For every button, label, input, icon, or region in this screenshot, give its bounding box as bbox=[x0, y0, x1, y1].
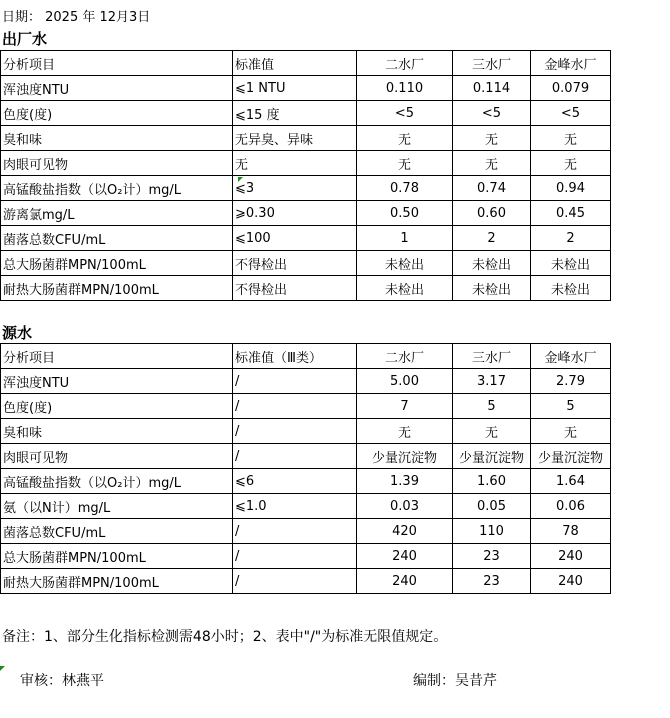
standard-value-cell[interactable]: ⩽100 bbox=[233, 226, 357, 251]
plant-value-cell[interactable]: 1 bbox=[357, 226, 453, 251]
standard-value-cell[interactable]: ⩽3 bbox=[233, 176, 357, 201]
item-name-cell[interactable]: 耐热大肠菌群MPN/100mL bbox=[1, 569, 233, 594]
column-header[interactable]: 金峰水厂 bbox=[531, 51, 611, 76]
plant-value-cell[interactable]: 2 bbox=[453, 226, 531, 251]
plant-value-cell[interactable]: 23 bbox=[453, 569, 531, 594]
plant-value-cell[interactable]: 2 bbox=[531, 226, 611, 251]
standard-value-cell[interactable]: ⩽15 度 bbox=[233, 101, 357, 126]
plant-value-cell[interactable]: <5 bbox=[453, 101, 531, 126]
plant-value-cell[interactable]: 无 bbox=[357, 151, 453, 176]
plant-value-cell[interactable]: 23 bbox=[453, 544, 531, 569]
plant-value-cell[interactable]: 未检出 bbox=[453, 276, 531, 301]
standard-value-cell[interactable]: / bbox=[233, 369, 357, 394]
table-row bbox=[1, 201, 611, 226]
table-header-row bbox=[1, 344, 611, 369]
outlet-water-table bbox=[0, 50, 611, 301]
standard-value-cell[interactable]: / bbox=[233, 519, 357, 544]
editor-signature: 编制：吴昔芹 bbox=[413, 673, 497, 689]
standard-value-cell[interactable]: ⩾0.30 bbox=[233, 201, 357, 226]
column-header[interactable]: 标准值（Ⅲ类） bbox=[233, 344, 357, 369]
plant-value-cell[interactable]: 0.78 bbox=[357, 176, 453, 201]
table-row bbox=[1, 226, 611, 251]
standard-value-cell[interactable]: / bbox=[233, 569, 357, 594]
plant-value-cell[interactable]: 1.39 bbox=[357, 469, 453, 494]
plant-value-cell[interactable]: 110 bbox=[453, 519, 531, 544]
item-name-cell[interactable]: 游离氯mg/L bbox=[1, 201, 233, 226]
cell-comment-marker bbox=[0, 666, 5, 671]
item-name-cell[interactable]: 肉眼可见物 bbox=[1, 151, 233, 176]
standard-value-cell[interactable]: / bbox=[233, 544, 357, 569]
report-date: 日期： 2025 年 12月3日 bbox=[2, 10, 151, 25]
plant-value-cell[interactable]: 0.60 bbox=[453, 201, 531, 226]
standard-value-cell[interactable]: / bbox=[233, 394, 357, 419]
item-name-cell[interactable]: 臭和味 bbox=[1, 126, 233, 151]
item-name-cell[interactable]: 高锰酸盐指数（以O₂计）mg/L bbox=[1, 176, 233, 201]
plant-value-cell[interactable]: 未检出 bbox=[357, 276, 453, 301]
table-row bbox=[1, 101, 611, 126]
item-name-cell[interactable]: 浑浊度NTU bbox=[1, 369, 233, 394]
plant-value-cell[interactable]: 无 bbox=[453, 126, 531, 151]
item-name-cell[interactable]: 色度(度) bbox=[1, 101, 233, 126]
plant-value-cell[interactable]: 无 bbox=[531, 126, 611, 151]
table-row bbox=[1, 126, 611, 151]
item-name-cell[interactable]: 高锰酸盐指数（以O₂计）mg/L bbox=[1, 469, 233, 494]
standard-value-cell[interactable]: ⩽1.0 bbox=[233, 494, 357, 519]
plant-value-cell[interactable]: 未检出 bbox=[453, 251, 531, 276]
plant-value-cell[interactable]: 无 bbox=[531, 419, 611, 444]
column-header[interactable]: 分析项目 bbox=[1, 344, 233, 369]
column-header[interactable]: 二水厂 bbox=[357, 51, 453, 76]
plant-value-cell[interactable]: 未检出 bbox=[531, 251, 611, 276]
table-row bbox=[1, 76, 611, 101]
item-name-cell[interactable]: 菌落总数CFU/mL bbox=[1, 519, 233, 544]
plant-value-cell[interactable]: 少量沉淀物 bbox=[357, 444, 453, 469]
item-name-cell[interactable]: 浑浊度NTU bbox=[1, 76, 233, 101]
plant-value-cell[interactable]: 240 bbox=[531, 569, 611, 594]
plant-value-cell[interactable]: 0.079 bbox=[531, 76, 611, 101]
item-name-cell[interactable]: 总大肠菌群MPN/100mL bbox=[1, 544, 233, 569]
table-row bbox=[1, 544, 611, 569]
plant-value-cell[interactable]: 无 bbox=[357, 419, 453, 444]
plant-value-cell[interactable]: 1.60 bbox=[453, 469, 531, 494]
table-row bbox=[1, 369, 611, 394]
standard-value-cell[interactable]: / bbox=[233, 419, 357, 444]
table-row bbox=[1, 419, 611, 444]
plant-value-cell[interactable]: 0.110 bbox=[357, 76, 453, 101]
standard-value-cell[interactable]: 不得检出 bbox=[233, 276, 357, 301]
standard-value-cell[interactable]: 无 bbox=[233, 151, 357, 176]
plant-value-cell[interactable]: 未检出 bbox=[531, 276, 611, 301]
table-row bbox=[1, 176, 611, 201]
plant-value-cell[interactable]: 无 bbox=[453, 419, 531, 444]
plant-value-cell[interactable]: 420 bbox=[357, 519, 453, 544]
section-title-outlet-water: 出厂水 bbox=[2, 30, 48, 48]
plant-value-cell[interactable]: 1.64 bbox=[531, 469, 611, 494]
plant-value-cell[interactable]: 240 bbox=[357, 544, 453, 569]
item-name-cell[interactable]: 肉眼可见物 bbox=[1, 444, 233, 469]
plant-value-cell[interactable]: 0.06 bbox=[531, 494, 611, 519]
column-header[interactable]: 二水厂 bbox=[357, 344, 453, 369]
item-name-cell[interactable]: 菌落总数CFU/mL bbox=[1, 226, 233, 251]
table-row bbox=[1, 494, 611, 519]
reviewer-signature: 审核：林燕平 bbox=[20, 673, 104, 689]
column-header[interactable]: 分析项目 bbox=[1, 51, 233, 76]
section-title-source-water: 源水 bbox=[2, 324, 33, 342]
table-row bbox=[1, 151, 611, 176]
plant-value-cell[interactable]: 78 bbox=[531, 519, 611, 544]
plant-value-cell[interactable]: 无 bbox=[453, 151, 531, 176]
plant-value-cell[interactable]: 0.74 bbox=[453, 176, 531, 201]
plant-value-cell[interactable]: 0.05 bbox=[453, 494, 531, 519]
standard-value-cell[interactable]: ⩽1 NTU bbox=[233, 76, 357, 101]
plant-value-cell[interactable]: 3.17 bbox=[453, 369, 531, 394]
column-header[interactable]: 三水厂 bbox=[453, 344, 531, 369]
column-header[interactable]: 标准值 bbox=[233, 51, 357, 76]
plant-value-cell[interactable]: 0.45 bbox=[531, 201, 611, 226]
plant-value-cell[interactable]: 2.79 bbox=[531, 369, 611, 394]
standard-value-cell[interactable]: ⩽6 bbox=[233, 469, 357, 494]
standard-value-cell[interactable]: 无异臭、异味 bbox=[233, 126, 357, 151]
table-header-row bbox=[1, 51, 611, 76]
table-row bbox=[1, 469, 611, 494]
standard-value-cell[interactable]: / bbox=[233, 444, 357, 469]
table-row bbox=[1, 444, 611, 469]
plant-value-cell[interactable]: 5.00 bbox=[357, 369, 453, 394]
plant-value-cell[interactable]: 少量沉淀物 bbox=[531, 444, 611, 469]
plant-value-cell[interactable]: 0.50 bbox=[357, 201, 453, 226]
plant-value-cell[interactable]: 5 bbox=[531, 394, 611, 419]
standard-value-cell[interactable]: 不得检出 bbox=[233, 251, 357, 276]
cell-comment-marker bbox=[238, 177, 243, 182]
plant-value-cell[interactable]: 7 bbox=[357, 394, 453, 419]
plant-value-cell[interactable]: 5 bbox=[453, 394, 531, 419]
source-water-table bbox=[0, 343, 611, 594]
plant-value-cell[interactable]: 240 bbox=[531, 544, 611, 569]
plant-value-cell[interactable]: <5 bbox=[531, 101, 611, 126]
table-row bbox=[1, 276, 611, 301]
plant-value-cell[interactable]: 无 bbox=[531, 151, 611, 176]
plant-value-cell[interactable]: 240 bbox=[357, 569, 453, 594]
plant-value-cell[interactable]: 未检出 bbox=[357, 251, 453, 276]
table-row bbox=[1, 394, 611, 419]
column-header[interactable]: 三水厂 bbox=[453, 51, 531, 76]
item-name-cell[interactable]: 色度(度) bbox=[1, 394, 233, 419]
column-header[interactable]: 金峰水厂 bbox=[531, 344, 611, 369]
item-name-cell[interactable]: 总大肠菌群MPN/100mL bbox=[1, 251, 233, 276]
plant-value-cell[interactable]: 少量沉淀物 bbox=[453, 444, 531, 469]
plant-value-cell[interactable]: 无 bbox=[357, 126, 453, 151]
plant-value-cell[interactable]: <5 bbox=[357, 101, 453, 126]
item-name-cell[interactable]: 耐热大肠菌群MPN/100mL bbox=[1, 276, 233, 301]
table-row bbox=[1, 251, 611, 276]
table-row bbox=[1, 519, 611, 544]
item-name-cell[interactable]: 臭和味 bbox=[1, 419, 233, 444]
item-name-cell[interactable]: 氨（以N计）mg/L bbox=[1, 494, 233, 519]
plant-value-cell[interactable]: 0.03 bbox=[357, 494, 453, 519]
table-row bbox=[1, 569, 611, 594]
plant-value-cell[interactable]: 0.114 bbox=[453, 76, 531, 101]
plant-value-cell[interactable]: 0.94 bbox=[531, 176, 611, 201]
footnote: 备注：1、部分生化指标检测需48小时；2、表中"/"为标准无限值规定。 bbox=[2, 629, 448, 645]
